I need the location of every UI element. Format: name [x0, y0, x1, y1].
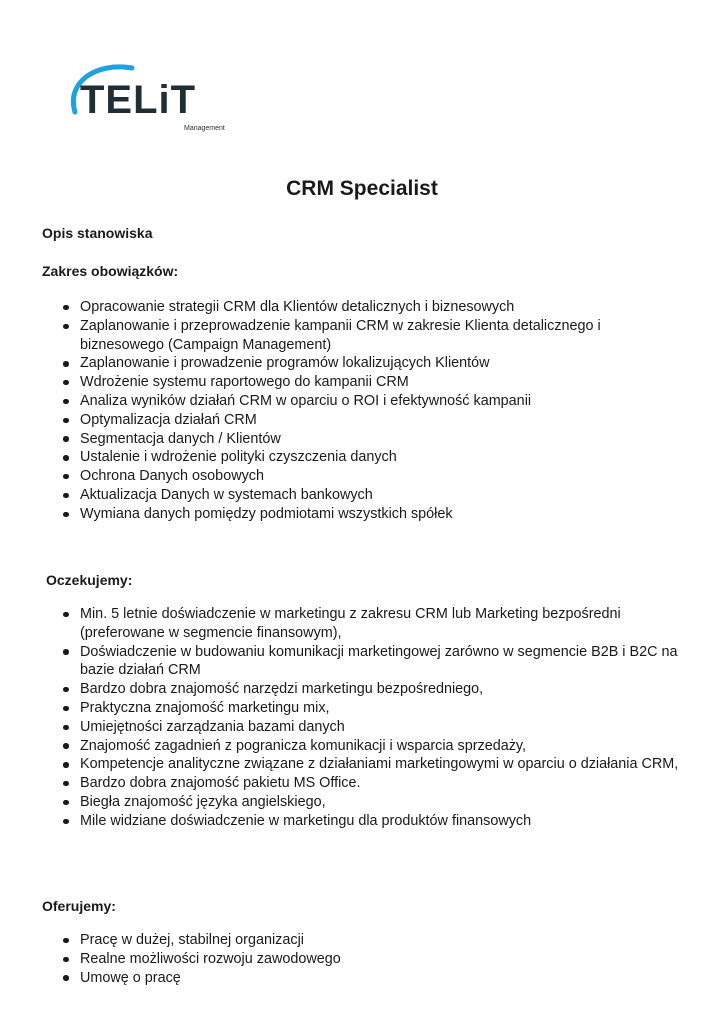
- offer-list: [80, 931, 680, 987]
- list-item: Wymiana danych pomiędzy podmiotami wszystkich spółek: [80, 505, 680, 524]
- list-item: Ochrona Danych osobowych: [80, 467, 680, 486]
- list-item: Analiza wyników działań CRM w oparciu o ROI i efektywność kampanii: [80, 392, 680, 411]
- list-item: Aktualizacja Danych w systemach bankowych: [80, 486, 680, 505]
- list-item: Segmentacja danych / Klientów: [80, 430, 680, 449]
- list-item: Min. 5 letnie doświadczenie w marketingu z zakresu CRM lub Marketing bezpośredni (preferowane w segmencie finansowym),: [80, 605, 680, 643]
- list-item: Zaplanowanie i prowadzenie programów lokalizujących Klientów: [80, 354, 680, 373]
- list-item: Znajomość zagadnień z pogranicza komunikacji i wsparcia sprzedaży,: [80, 737, 680, 756]
- list-item: Optymalizacja działań CRM: [80, 411, 680, 430]
- list-item: Praktyczna znajomość marketingu mix,: [80, 699, 680, 718]
- telit-logo-icon: [66, 60, 246, 136]
- responsibilities-heading: Zakres obowiązków:: [42, 263, 179, 279]
- list-item: Opracowanie strategii CRM dla Klientów detalicznych i biznesowych: [80, 298, 680, 317]
- list-item: Biegła znajomość języka angielskiego,: [80, 793, 680, 812]
- logo-tagline: Management: [184, 125, 225, 132]
- list-item: Doświadczenie w budowaniu komunikacji marketingowej zarówno w segmencie B2B i B2C na bazie działań CRM: [80, 643, 680, 681]
- list-item: Mile widziane doświadczenie w marketingu dla produktów finansowych: [80, 812, 680, 831]
- list-item: Bardzo dobra znajomość pakietu MS Office.: [80, 774, 680, 793]
- list-item: Wdrożenie systemu raportowego do kampanii CRM: [80, 373, 680, 392]
- company-logo: [66, 60, 246, 136]
- list-item: Zaplanowanie i przeprowadzenie kampanii CRM w zakresie Klienta detalicznego i biznesowego (Campaign Management): [80, 317, 680, 355]
- page-title: CRM Specialist: [286, 177, 438, 200]
- list-item: Realne możliwości rozwoju zawodowego: [80, 950, 680, 969]
- list-item: Kompetencje analityczne związane z działaniami marketingowymi w oparciu o działania CRM,: [80, 756, 679, 773]
- offer-heading: Oferujemy:: [42, 898, 116, 914]
- list-item: Pracę w dużej, stabilnej organizacji: [80, 931, 680, 950]
- description-heading: Opis stanowiska: [42, 225, 153, 241]
- responsibilities-list: [80, 298, 680, 524]
- list-item: Ustalenie i wdrożenie polityki czyszczenia danych: [80, 448, 680, 467]
- requirements-list: [80, 605, 680, 831]
- list-item: Bardzo dobra znajomość narzędzi marketingu bezpośredniego,: [80, 680, 680, 699]
- requirements-heading: Oczekujemy:: [46, 572, 133, 588]
- logo-wordmark: TELiT: [80, 78, 197, 122]
- list-item: Umowę o pracę: [80, 969, 680, 988]
- list-item: Umiejętności zarządzania bazami danych: [80, 718, 680, 737]
